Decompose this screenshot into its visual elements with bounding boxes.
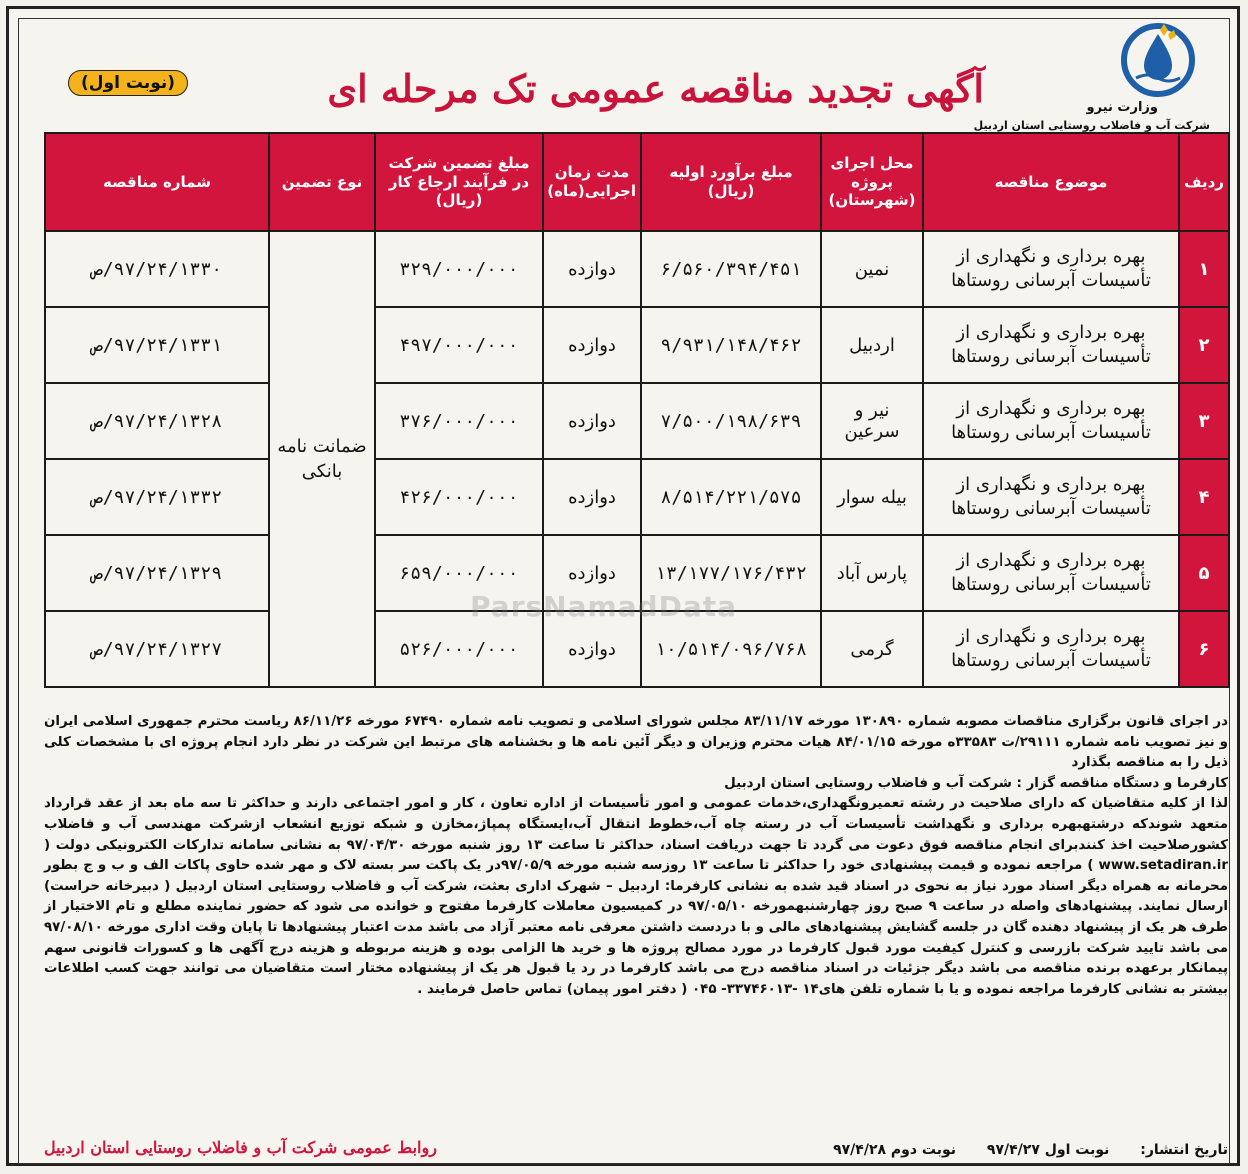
row-estimate: ۹/۹۳۱/۱۴۸/۴۶۲ (641, 307, 821, 383)
row-tender-number: ۹۷/۲۴/۱۳۳۱/ص (45, 307, 269, 383)
row-subject: بهره برداری و نگهداری از تأسیسات آبرسانی روستاها (923, 307, 1179, 383)
header-duration: مدت زمان اجرایی(ماه) (543, 133, 641, 231)
tender-table (44, 132, 1230, 688)
row-radif: ۱ (1179, 231, 1229, 307)
row-guarantee-amount: ۴۲۶/۰۰۰/۰۰۰ (375, 459, 543, 535)
header (30, 20, 1220, 132)
guarantee-type-cell: ضمانت نامه بانکی (269, 231, 375, 687)
row-estimate: ۷/۵۰۰/۱۹۸/۶۳۹ (641, 383, 821, 459)
table-row (45, 307, 1229, 383)
row-estimate: ۱۰/۵۱۴/۰۹۶/۷۶۸ (641, 611, 821, 687)
table-row (45, 611, 1229, 687)
row-tender-number: ۹۷/۲۴/۱۳۲۷/ص (45, 611, 269, 687)
row-location: نیر و سرعین (821, 383, 923, 459)
row-subject: بهره برداری و نگهداری از تأسیسات آبرسانی روستاها (923, 535, 1179, 611)
row-estimate: ۶/۵۶۰/۳۹۴/۴۵۱ (641, 231, 821, 307)
publish-first: نوبت اول ۹۷/۴/۲۷ (986, 1142, 1110, 1158)
row-estimate: ۱۳/۱۷۷/۱۷۶/۴۳۲ (641, 535, 821, 611)
announcement-body (44, 712, 1228, 1000)
row-subject: بهره برداری و نگهداری از تأسیسات آبرسانی روستاها (923, 459, 1179, 535)
row-location: پارس آباد (821, 535, 923, 611)
row-guarantee-amount: ۴۹۷/۰۰۰/۰۰۰ (375, 307, 543, 383)
row-radif: ۳ (1179, 383, 1229, 459)
row-subject: بهره برداری و نگهداری از تأسیسات آبرسانی روستاها (923, 383, 1179, 459)
row-radif: ۲ (1179, 307, 1229, 383)
row-guarantee-amount: ۳۲۹/۰۰۰/۰۰۰ (375, 231, 543, 307)
company-name: شرکت آب و فاضلاب روستایی استان اردبیل (973, 119, 1210, 132)
header-guarantee-type: نوع تضمین (269, 133, 375, 231)
water-drop-wheat-logo-icon (1114, 20, 1202, 100)
header-estimate: مبلغ برآورد اولیه (ریال) (641, 133, 821, 231)
table-row (45, 231, 1229, 307)
row-duration: دوازده (543, 611, 641, 687)
page-title: آگهی تجدید مناقصه عمومی تک مرحله ای (327, 66, 984, 111)
row-location: بیله سوار (821, 459, 923, 535)
row-tender-number: ۹۷/۲۴/۱۳۲۹/ص (45, 535, 269, 611)
row-subject: بهره برداری و نگهداری از تأسیسات آبرسانی روستاها (923, 611, 1179, 687)
row-duration: دوازده (543, 459, 641, 535)
public-relations-signature: روابط عمومی شرکت آب و فاضلاب روستایی استان اردبیل (44, 1138, 437, 1157)
row-duration: دوازده (543, 535, 641, 611)
row-radif: ۴ (1179, 459, 1229, 535)
publish-label: تاریخ انتشار: (1140, 1142, 1228, 1158)
publish-second: نوبت دوم ۹۷/۴/۲۸ (833, 1142, 957, 1158)
body-paragraph-legal: در اجرای قانون برگزاری مناقصات مصوبه شماره ۱۳۰۸۹۰ مورخه ۸۳/۱۱/۱۷ مجلس شورای اسلامی و تصویب نامه شماره ۶۷۴۹۰ مورخه ۸۶/۱۱/۲۶ ریاست محترم جمهوری اسلامی ایران و نیز تصویب نامه شماره ۲۹۱۱۱/ت ۳۳۵۸۳ه مورخه ۸۴/۰۱/۱۵ هیات محترم وزیران و دیگر آئین نامه ها و بخشنامه های مرتبط این شرکت در نظر دارد انجام پروژه ای با مشخصات کلی ذیل را به مناقصه بگذارد (44, 714, 1229, 771)
row-guarantee-amount: ۶۵۹/۰۰۰/۰۰۰ (375, 535, 543, 611)
row-location: نمین (821, 231, 923, 307)
table-row (45, 383, 1229, 459)
row-guarantee-amount: ۳۷۶/۰۰۰/۰۰۰ (375, 383, 543, 459)
ministry-name: وزارت نیرو (1086, 100, 1158, 115)
header-subject: موضوع مناقصه (923, 133, 1179, 231)
row-radif: ۵ (1179, 535, 1229, 611)
header-tender-number: شماره مناقصه (45, 133, 269, 231)
edition-badge: (نوبت اول) (68, 70, 188, 96)
row-radif: ۶ (1179, 611, 1229, 687)
header-radif: ردیف (1179, 133, 1229, 231)
publish-dates (807, 1142, 1228, 1158)
header-guarantee-amount: مبلغ تضمین شرکت در فرآیند ارجاع کار (ریال) (375, 133, 543, 231)
row-location: گرمی (821, 611, 923, 687)
row-estimate: ۸/۵۱۴/۲۲۱/۵۷۵ (641, 459, 821, 535)
row-guarantee-amount: ۵۲۶/۰۰۰/۰۰۰ (375, 611, 543, 687)
table-row (45, 459, 1229, 535)
row-tender-number: ۹۷/۲۴/۱۳۳۲/ص (45, 459, 269, 535)
body-paragraph-employer: کارفرما و دستگاه مناقصه گزار : شرکت آب و فاضلاب روستایی استان اردبیل (724, 775, 1228, 791)
table-row (45, 535, 1229, 611)
body-paragraph-details: لذا از کلیه متقاضیان که دارای صلاحیت در رشته تعمیرونگهداری،خدمات عمومی و امور تأسیسات از اداره تعاون ، کار و امور اجتماعی دارند و حداکثر تا سه ماه بعد از عقد قرارداد متعهد شوندکه درشتهبهره برداری و نگهداشت تأسیسات آب در رسته چاه آب،خطوط انتقال آب،ایستگاه پمپاژ،مخازن و شبکه توزیع انشعاب ازشرکت مهندسی آب و فاضلاب کشورصلاحیت اخذ کنندبرای انجام مناقصه فوق دعوت می گردد تا جهت دریافت اسناد، حداکثر تا ساعت ۱۳ روز شنبه مورخه ۹۷/۰۴/۳۰ به نشانی سامانه تدارکات الکترونیکی دولت ( www.setadiran.ir ) مراجعه نموده و قیمت پیشنهادی خود را حداکثر تا ساعت ۱۳ روزسه شنبه مورخه ۹۷/۰۵/۹در یک پاکت سر بسته لاک و مهر شده حاوی پاکات الف و ب و ج بطور محرمانه به همراه دیگر اسناد مورد نیاز به نحوی در اسناد قید شده به نشانی کارفرما: اردبیل – شهرک اداری بعثت، شرکت آب و فاضلاب روستایی استان اردبیل ( دبیرخانه حراست) ارسال نمایند. پیشنهادهای واصله در ساعت ۹ صبح روز چهارشنبهمورخه ۹۷/۰۵/۱۰ در کمیسیون معاملات کارفرما مفتوح و خوانده می شود که حضور نماینده مطلع و تام الاختیار از طرف هر یک از پیشنهاد دهنده گان در جلسه گشایش پیشنهادهای مالی و با دردست داشتن معرفی نامه معتبر آزاد می باشد مدت اعتبار پیشنهادها تا پایان وقت اداری مورخه ۹۷/۰۸/۱۰ می باشد تایید شرکت بازرسی و کنترل کیفیت مورد قبول کارفرما در مورد مصالح پروژه ها و خرید ها الزامی بوده و هزینه مربوطه و هزینه درج آگهی ها و کسورات قانونی سهم پیمانکار برعهده برنده مناقصه می باشد دیگر جزئیات در اسناد مناقصه درج می باشد کارفرما در رد یا قبول هر یک از پیشنهاده مختار است متقاضیان می توانند جهت کسب اطلاعات بیشتر به نشانی کارفرما مراجعه نموده و یا با شماره تلفن های۱۴ -۳۳۷۴۶۰۱۳- ۰۴۵ ( دفتر امور پیمان) تماس حاصل فرمایند . (44, 796, 1228, 997)
row-tender-number: ۹۷/۲۴/۱۳۳۰/ص (45, 231, 269, 307)
row-duration: دوازده (543, 383, 641, 459)
footer (44, 1118, 1228, 1162)
row-location: اردبیل (821, 307, 923, 383)
watermark-text: ParsNamadData (470, 590, 737, 623)
header-location: محل اجرای پروژه (شهرستان) (821, 133, 923, 231)
row-duration: دوازده (543, 307, 641, 383)
row-tender-number: ۹۷/۲۴/۱۳۲۸/ص (45, 383, 269, 459)
table-header-row (45, 133, 1229, 231)
row-subject: بهره برداری و نگهداری از تأسیسات آبرسانی روستاها (923, 231, 1179, 307)
row-duration: دوازده (543, 231, 641, 307)
